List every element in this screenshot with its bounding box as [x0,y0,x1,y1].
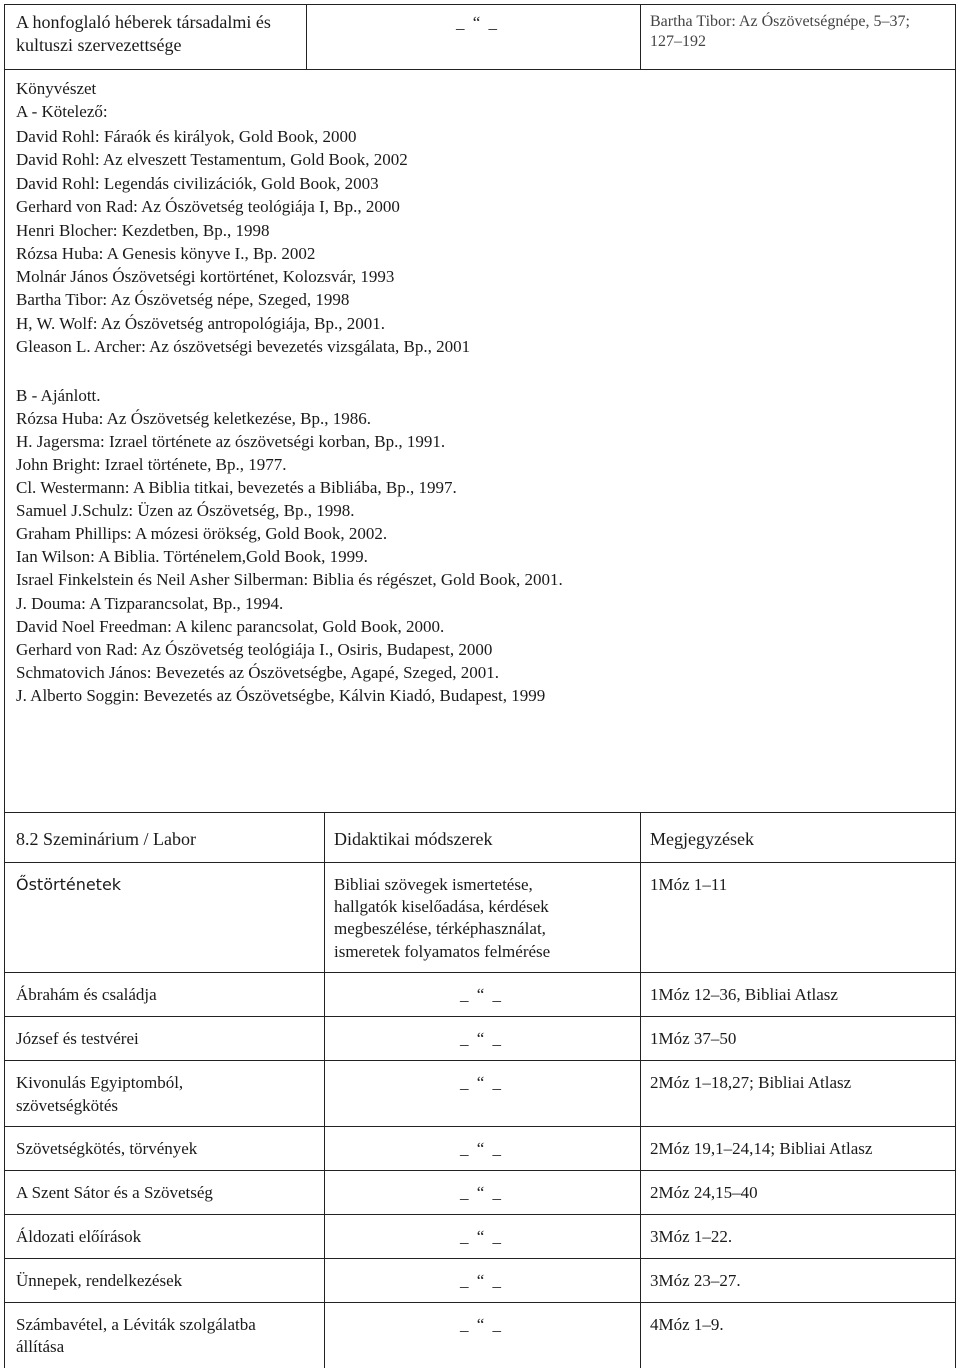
course-title-line2: kultuszi szervezettsége [16,35,182,55]
bibliography-item: Cl. Westermann: A Biblia titkai, bevezetés a Bibliába, Bp., 1997. [16,478,457,497]
note-cell: 3Móz 1–22. [650,1227,733,1246]
note-cell: 2Móz 19,1–24,14; Bibliai Atlasz [650,1139,873,1158]
bibliography-item: H, W. Wolf: Az Ószövetség antropológiája, Bp., 2001. [16,314,385,333]
header-bottom-border [4,69,956,70]
bibliography-item: Rózsa Huba: Az Ószövetség keletkezése, Bp., 1986. [16,409,372,428]
row-border-4 [4,1126,956,1127]
note-cell: 2Móz 24,15–40 [650,1183,758,1202]
header-divider-2 [640,4,641,69]
note-cell: 4Móz 1–9. [650,1315,724,1334]
method-ditto: _ “ _ [460,1183,504,1202]
method-ditto: _ “ _ [460,1227,504,1246]
topic-cell: József és testvérei [16,1029,139,1048]
row-border-7 [4,1258,956,1259]
bibliography-item: Graham Phillips: A mózesi örökség, Gold Book, 2002. [16,524,388,543]
bibliography-item: J. Alberto Soggin: Bevezetés az Ószövetségbe, Kálvin Kiadó, Budapest, 1999 [16,686,546,705]
header-reference-line1: Bartha Tibor: Az Ószövetségnépe, 5–37; [650,13,910,30]
bibliography-item: David Rohl: Fáraók és királyok, Gold Book, 2000 [16,127,357,146]
bibliography-item: Molnár János Ószövetségi kortörténet, Kolozsvár, 1993 [16,267,395,286]
bibliography-item: Schmatovich János: Bevezetés az Ószövetségbe, Agapé, Szeged, 2001. [16,663,499,682]
method-cell: hallgatók kiselőadása, kérdések [334,897,549,916]
bibliography-item: David Rohl: Az elveszett Testamentum, Gold Book, 2002 [16,150,408,169]
bibliography-item: Gerhard von Rad: Az Ószövetség teológiája I, Bp., 2000 [16,197,400,216]
note-cell: 3Móz 23–27. [650,1271,741,1290]
row-border-5 [4,1170,956,1171]
header-divider-1 [306,4,307,69]
topic-cell: Szövetségkötés, törvények [16,1139,198,1158]
topic-cell: Ábrahám és családja [16,985,157,1004]
row-border-6 [4,1214,956,1215]
topic-cell: Kivonulás Egyiptomból, [16,1073,184,1092]
topic-cell: szövetségkötés [16,1096,118,1115]
bibliography-item: Samuel J.Schulz: Üzen az Ószövetség, Bp., 1998. [16,501,355,520]
column-header-seminar: 8.2 Szeminárium / Labor [16,829,196,849]
note-cell: 2Móz 1–18,27; Bibliai Atlasz [650,1073,852,1092]
bibliography-item: Israel Finkelstein és Neil Asher Silberman: Biblia és régészet, Gold Book, 2001. [16,570,563,589]
row-border-1 [4,972,956,973]
topic-cell: Ünnepek, rendelkezések [16,1271,183,1290]
topic-cell: állítása [16,1337,65,1356]
bibliography-bottom-border [4,812,956,813]
header-method-ditto: _ “ _ [456,13,500,32]
method-cell: Bibliai szövegek ismertetése, [334,875,533,894]
bibliography-item: John Bright: Izrael története, Bp., 1977. [16,455,287,474]
method-ditto: _ “ _ [460,1315,504,1334]
topic-cell: Számbavétel, a Léviták szolgálatba [16,1315,256,1334]
row-border-3 [4,1060,956,1061]
topic-cell: Áldozati előírások [16,1227,142,1246]
bibliography-item: David Noel Freedman: A kilenc parancsolat, Gold Book, 2000. [16,617,445,636]
note-cell: 1Móz 1–11 [650,875,728,894]
method-ditto: _ “ _ [460,985,504,1004]
recommended-heading: B - Ajánlott. [16,386,101,405]
note-cell: 1Móz 12–36, Bibliai Atlasz [650,985,838,1004]
table-divider-2 [640,812,641,1368]
bibliography-item: J. Douma: A Tizparancsolat, Bp., 1994. [16,594,284,613]
row-border-8 [4,1302,956,1303]
row-border-2 [4,1016,956,1017]
bibliography-item: Gleason L. Archer: Az ószövetségi bevezetés vizsgálata, Bp., 2001 [16,337,471,356]
top-border [4,4,956,5]
bibliography-item: Gerhard von Rad: Az Ószövetség teológiája I., Osiris, Budapest, 2000 [16,640,493,659]
bibliography-item: David Rohl: Legendás civilizációk, Gold Book, 2003 [16,174,379,193]
column-header-methods: Didaktikai módszerek [334,829,493,849]
bibliography-item: Rózsa Huba: A Genesis könyve I., Bp. 2002 [16,244,316,263]
header-reference-line2: 127–192 [650,33,706,50]
bibliography-item: Ian Wilson: A Biblia. Történelem,Gold Book, 1999. [16,547,368,566]
method-ditto: _ “ _ [460,1073,504,1092]
bibliography-item: H. Jagersma: Izrael története az ószövetségi korban, Bp., 1991. [16,432,446,451]
note-cell: 1Móz 37–50 [650,1029,737,1048]
method-ditto: _ “ _ [460,1029,504,1048]
method-cell: ismeretek folyamatos felmérése [334,942,551,961]
bibliography-item: Henri Blocher: Kezdetben, Bp., 1998 [16,221,270,240]
topic-cell: A Szent Sátor és a Szövetség [16,1183,213,1202]
course-title-line1: A honfoglaló héberek társadalmi és [16,12,271,32]
topic-cell: Őstörténetek [16,875,122,894]
method-ditto: _ “ _ [460,1139,504,1158]
column-header-notes: Megjegyzések [650,829,754,849]
required-heading: A - Kötelező: [16,102,108,121]
table-divider-1 [324,812,325,1368]
method-cell: megbeszélése, térképhasználat, [334,919,546,938]
bibliography-heading: Könyvészet [16,79,97,98]
table-header-bottom [4,862,956,863]
method-ditto: _ “ _ [460,1271,504,1290]
bibliography-item: Bartha Tibor: Az Ószövetség népe, Szeged, 1998 [16,290,350,309]
